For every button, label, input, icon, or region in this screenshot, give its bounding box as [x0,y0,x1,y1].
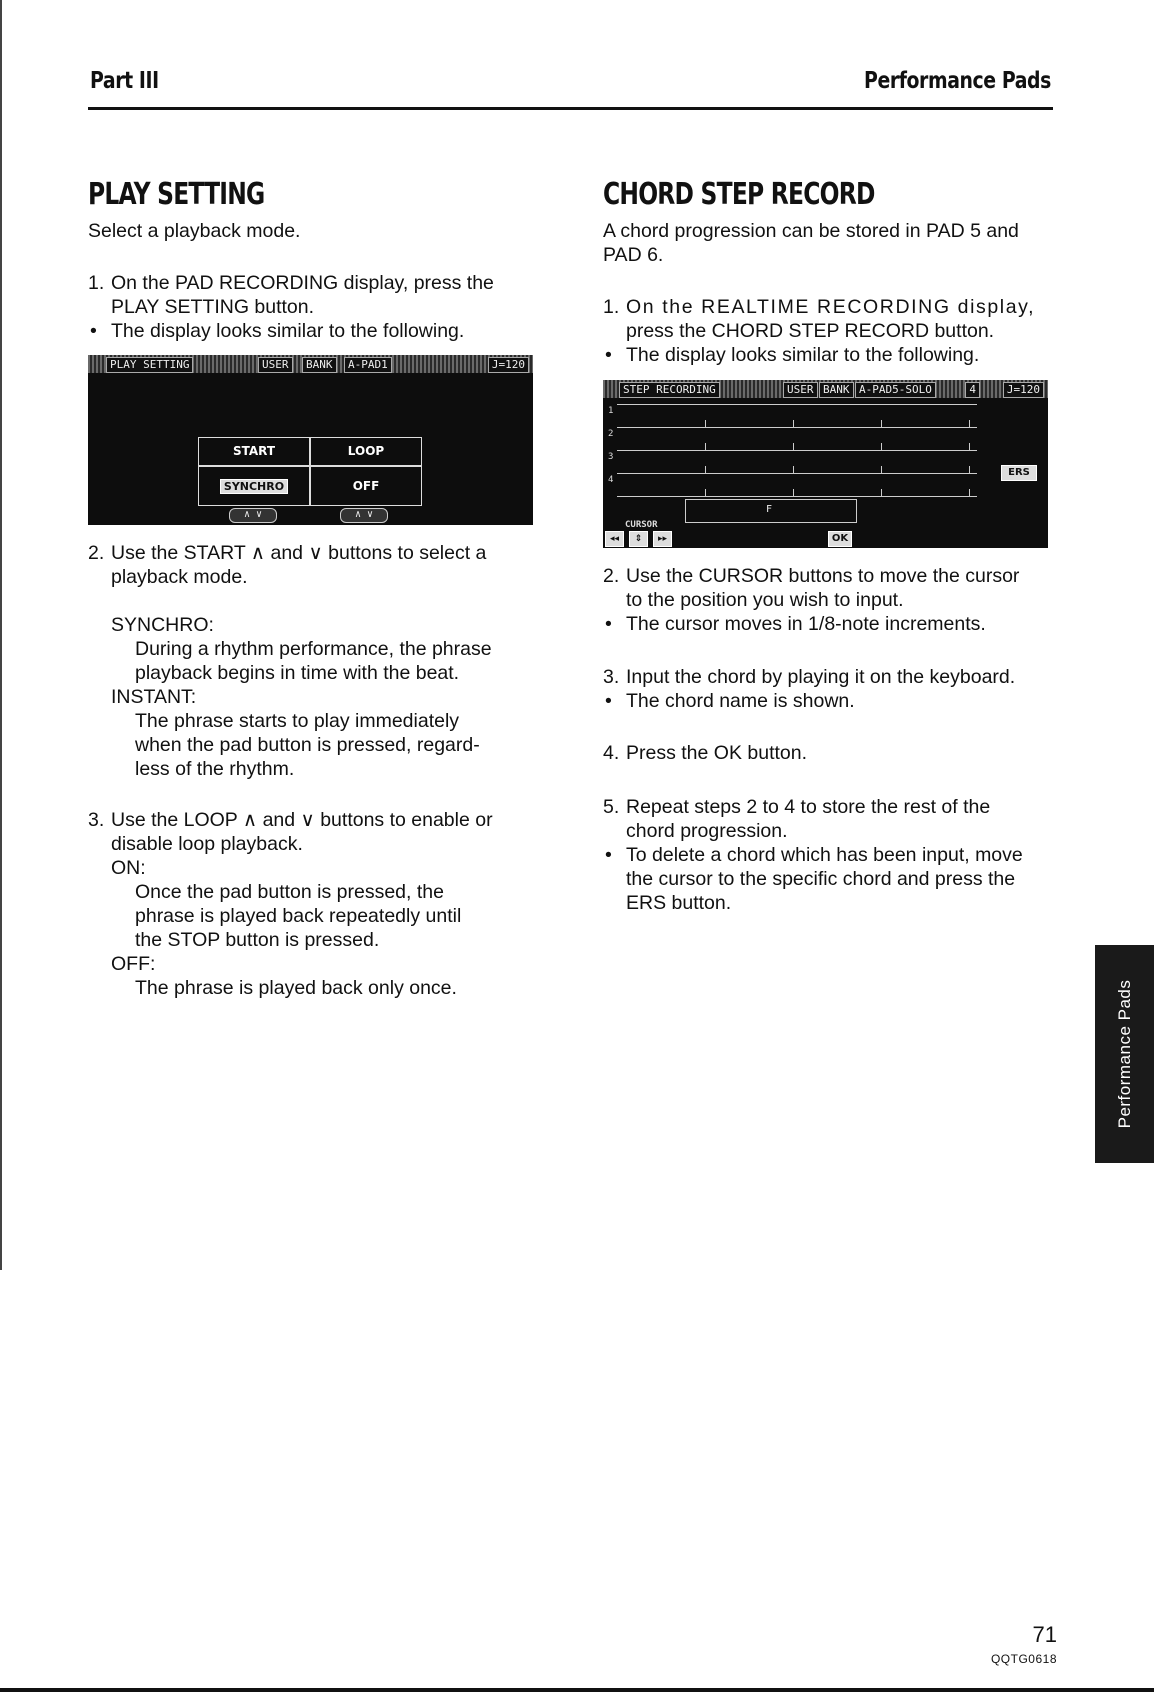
step-text: Repeat steps 2 to 4 to store the rest of the [626,796,991,818]
right-step-4 [603,741,1049,765]
beat-tick [881,489,882,496]
play-setting-display [88,355,533,525]
document-code: QQTG0618 [990,1652,1057,1666]
chord-step-intro [603,219,1049,267]
synchro-instant-desc [88,613,533,781]
cursor-left-button[interactable]: ◂◂ [605,531,624,547]
step-number: 1. [603,296,620,318]
step-text: Use the CURSOR buttons to move the cursor [626,565,1020,587]
step-number: 5. [603,796,620,818]
cursor-label: CURSOR [625,520,658,530]
bottom-rule [0,1688,1154,1692]
display-tempo: J=120 [488,357,529,373]
step-text: On the PAD RECORDING display, press the [111,272,494,294]
step-text: press the CHORD STEP RECORD button. [626,320,995,342]
beat-tick [969,443,970,450]
bullet-text: ERS button. [626,892,732,914]
option-text: playback begins in time with the beat. [135,662,460,684]
right-step-5 [603,795,1049,915]
bullet-text: • The chord name is shown. [603,689,1049,713]
beat-tick [881,466,882,473]
intro-text: A chord progression can be stored in PAD 5 and [603,220,1019,242]
bullet-text: • To delete a chord which has been input, move [603,843,1049,867]
option-text: the STOP button is pressed. [135,929,380,951]
option-text: The phrase is played back only once. [135,977,457,999]
beat-tick [969,489,970,496]
row-number: 3 [608,452,614,462]
start-up-down-buttons[interactable]: ∧ ∨ [229,508,277,523]
beat-tick [793,420,794,427]
measure-line [617,450,977,451]
loop-up-down-buttons[interactable]: ∧ ∨ [340,508,388,523]
page-edge-line [0,0,2,1270]
option-label: SYNCHRO: [111,614,214,636]
option-label: OFF: [111,953,156,975]
step-text: Use the LOOP ∧ and ∨ buttons to enable or [111,809,493,831]
step-text: to the position you wish to input. [626,589,904,611]
right-step-2 [603,564,1049,636]
step-number: 2. [603,565,620,587]
left-step-1 [88,271,533,343]
step-number: 3. [88,809,105,831]
option-label: ON: [111,857,146,879]
chord-step-record-title: CHORD STEP RECORD [603,177,875,212]
beat-tick [705,489,706,496]
beat-tick [793,489,794,496]
display-beat: 4 [965,382,980,398]
beat-tick [969,466,970,473]
bullet-text: the cursor to the specific chord and press the [626,868,1016,890]
step-number: 4. [603,742,620,764]
row-number: 2 [608,429,614,439]
option-text: phrase is played back repeatedly until [135,905,462,927]
display-tab-user: USER [783,382,818,398]
display-tab-pad: A-PAD1 [344,357,392,373]
beat-tick [793,466,794,473]
beat-tick [881,443,882,450]
display-tab-bank: BANK [819,382,854,398]
loop-header-cell: LOOP [310,437,422,466]
beat-tick [705,420,706,427]
option-text: less of the rhythm. [135,758,295,780]
option-text: Once the pad button is pressed, the [135,881,444,903]
play-setting-intro: Select a playback mode. [88,220,301,242]
step-text: Press the OK button. [626,742,808,764]
beat-tick [881,420,882,427]
right-step-3 [603,665,1049,713]
step-text: Input the chord by playing it on the keyboard. [626,666,1016,688]
cursor-right-button[interactable]: ▸▸ [653,531,672,547]
beat-tick [793,443,794,450]
display-tab-play-setting: PLAY SETTING [106,357,193,373]
display-tempo: J=120 [1003,382,1044,398]
measure-line [617,427,977,428]
page-number: 71 [1032,1622,1057,1647]
ok-button[interactable]: OK [828,531,852,547]
measure-line [617,404,977,405]
row-number: 1 [608,406,614,416]
step-number: 1. [88,272,105,294]
option-label: INSTANT: [111,686,197,708]
right-step-1 [603,295,1049,367]
beat-tick [969,420,970,427]
row-number: 4 [608,475,614,485]
bullet-text: • The display looks similar to the following. [88,319,533,343]
header-rule [88,107,1053,110]
start-value: SYNCHRO [220,479,288,494]
side-tab-performance-pads [1095,945,1154,1163]
step-text: PLAY SETTING button. [111,296,315,318]
display-tab-user: USER [258,357,293,373]
intro-text: PAD 6. [603,244,664,266]
cursor-up-down-button[interactable]: ⇕ [629,531,648,547]
bullet-text: • The display looks similar to the following. [603,343,1049,367]
beat-tick [705,443,706,450]
step-text: Use the START ∧ and ∨ buttons to select a [111,542,487,564]
measure-line [617,473,977,474]
display-tab-step-recording: STEP RECORDING [619,382,720,398]
header-part: Part III [90,68,159,94]
step-text: chord progression. [626,820,788,842]
chord-name: F [766,504,773,515]
step-number: 2. [88,542,105,564]
left-step-3 [88,808,533,1000]
play-setting-title: PLAY SETTING [88,177,265,212]
step-number: 3. [603,666,620,688]
bullet-text: • The cursor moves in 1/8-note increments. [603,612,1049,636]
option-text: The phrase starts to play immediately [135,710,460,732]
display-tab-pad: A-PAD5-SOLO [855,382,936,398]
step-text: On the REALTIME RECORDING display, [626,296,1036,318]
step-text: playback mode. [111,566,248,588]
display-tab-bank: BANK [302,357,337,373]
side-tab-label: Performance Pads [1114,979,1134,1129]
step-recording-display [603,380,1048,548]
chord-name-box [685,499,857,523]
loop-value: OFF [310,466,422,506]
step-text: disable loop playback. [111,833,303,855]
left-step-2 [88,541,533,589]
option-text: when the pad button is pressed, regard- [135,734,480,756]
ers-button[interactable]: ERS [1001,465,1037,481]
start-header-cell: START [198,437,310,466]
start-value-cell [198,466,310,506]
header-section: Performance Pads [864,68,1051,94]
beat-tick [705,466,706,473]
measure-line [617,496,977,497]
option-text: During a rhythm performance, the phrase [135,638,492,660]
